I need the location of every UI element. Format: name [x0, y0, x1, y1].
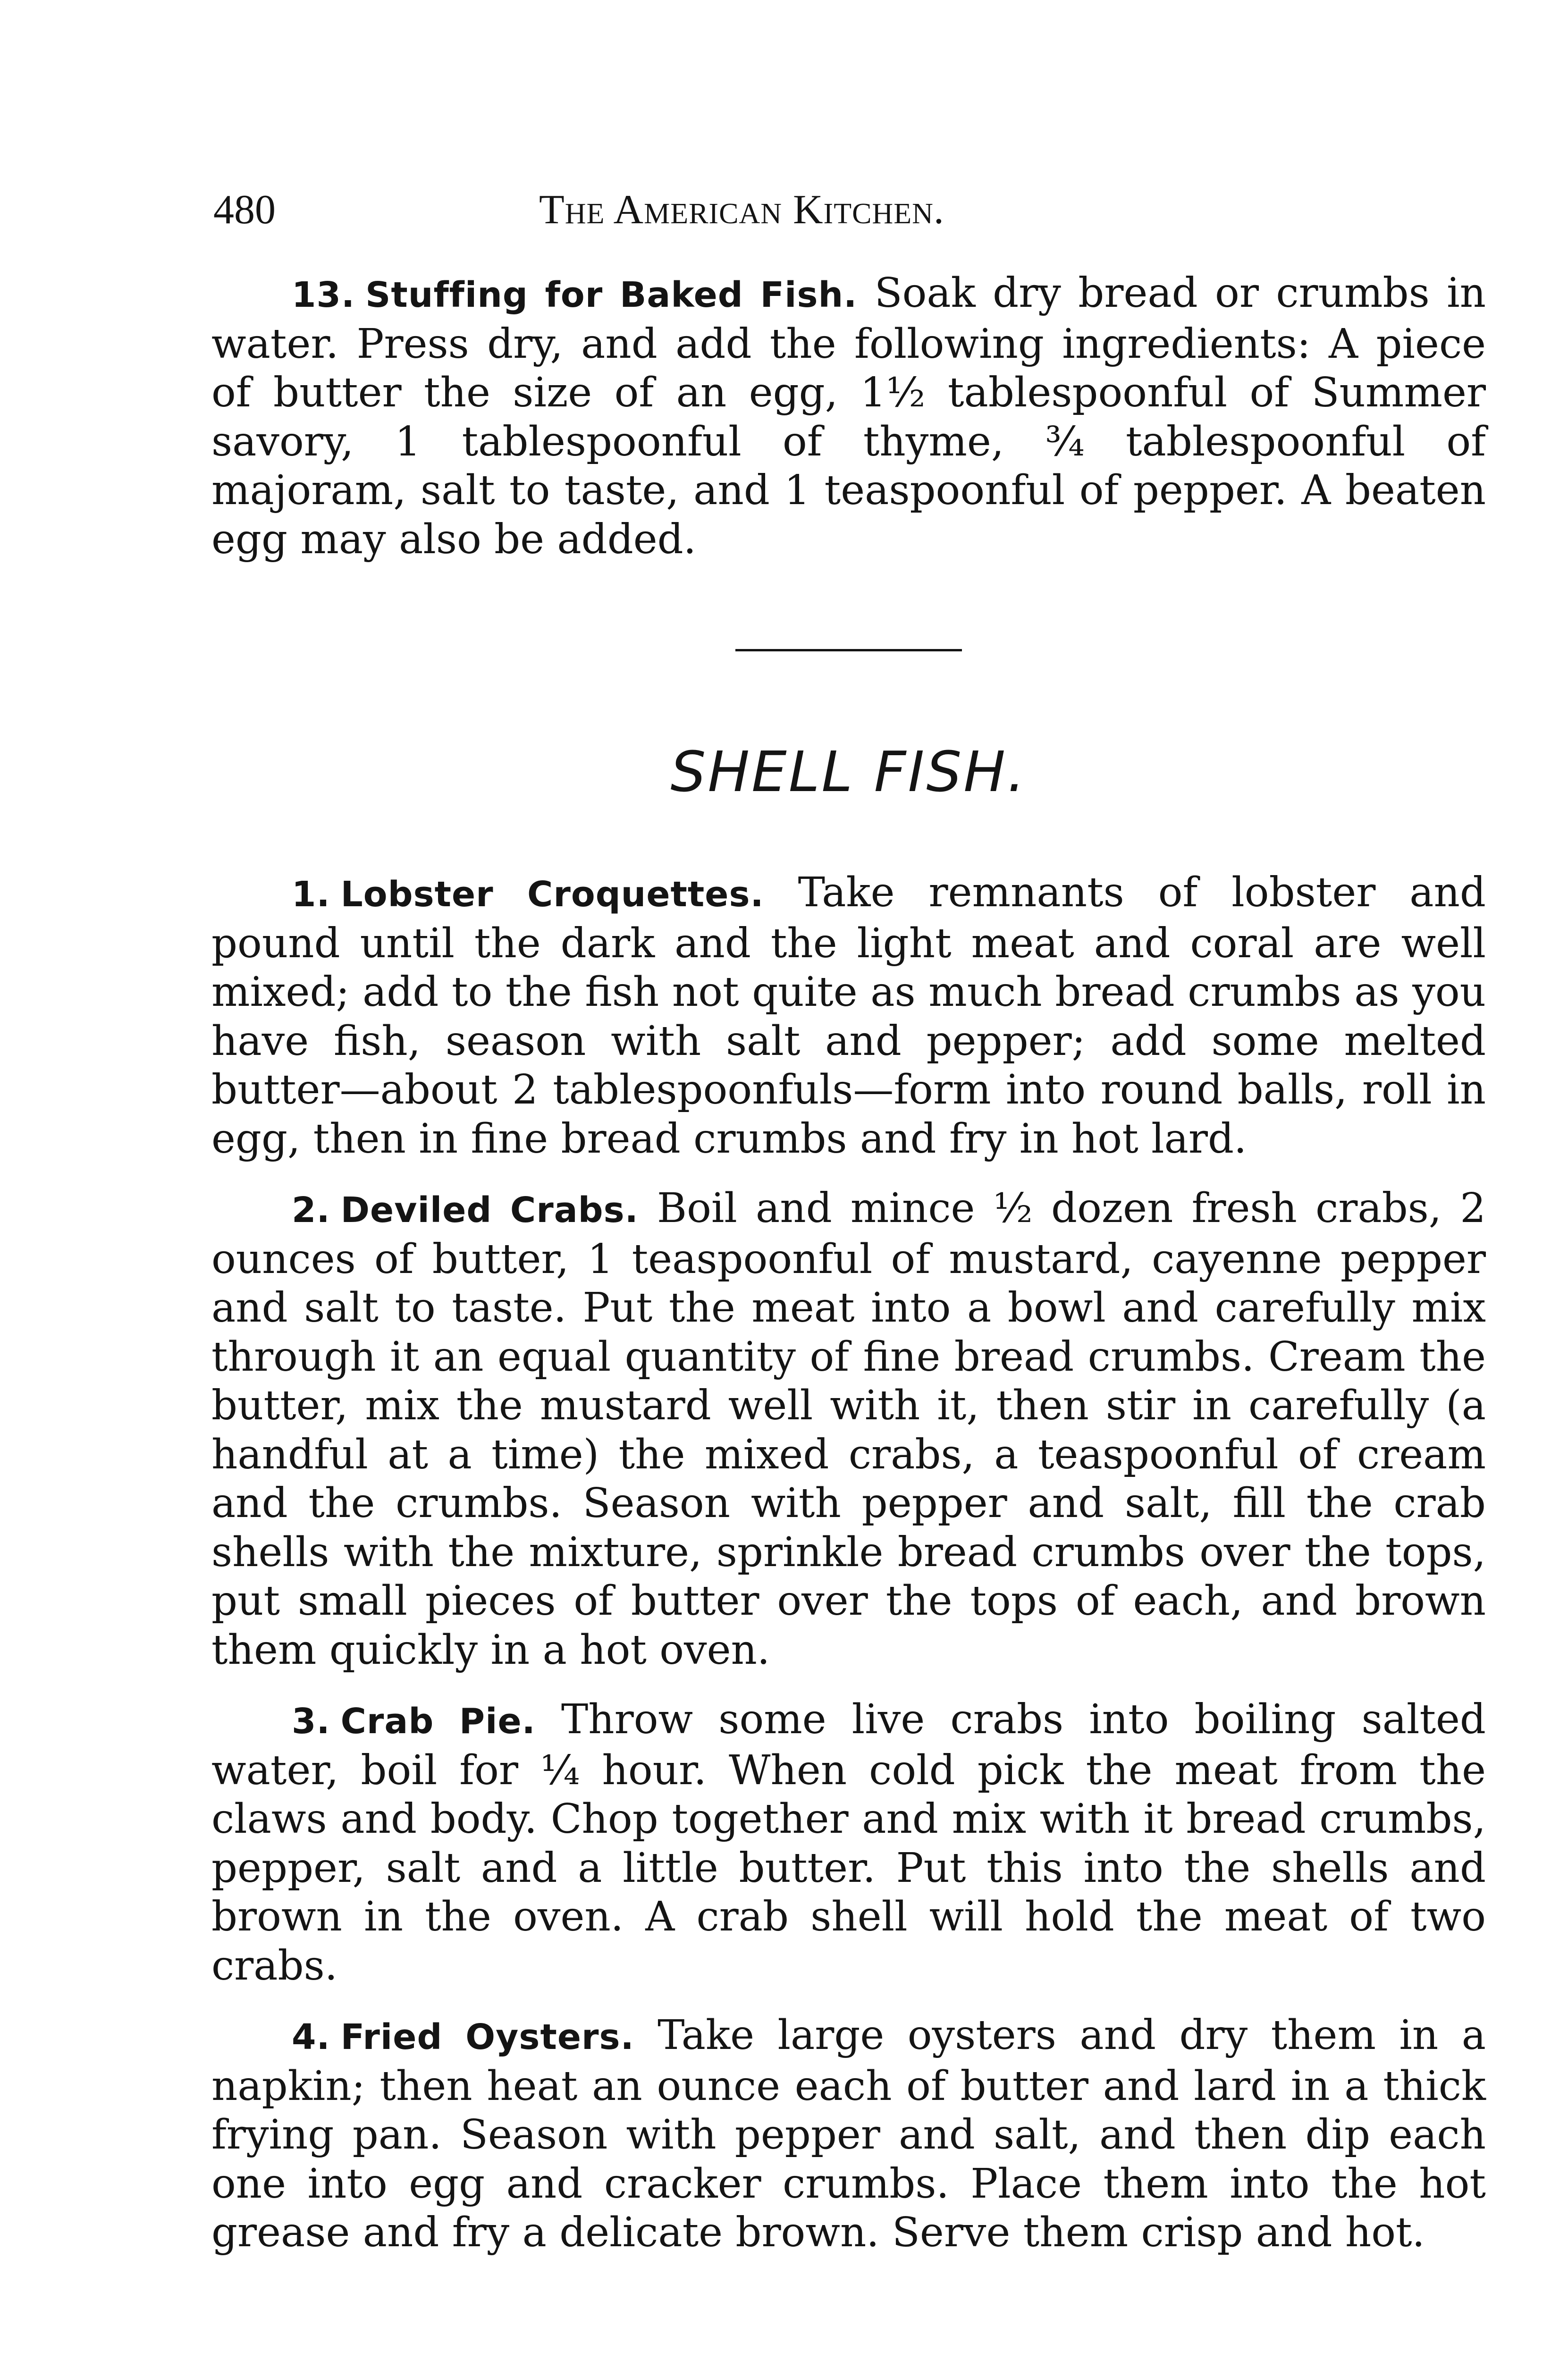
section-heading: SHELL FISH. [670, 739, 1027, 804]
recipe-text: Take remnants of lobster and pound until the dark and the light meat and coral are well mixed; add to the fish not quite as much bread crumbs as you have fish, season with salt and pepper; add some melted butter—about 2 tablespoonfuls—form into round balls, roll in egg, then in fine bread crumbs and fry in hot lard. [211, 869, 1486, 1163]
recipe-title: Fried Oysters. [340, 2017, 634, 2057]
recipe-title: Lobster Croquettes. [340, 874, 764, 915]
recipe-title: Stuffing for Baked Fish. [365, 275, 858, 315]
recipe-number: 3. [292, 1701, 330, 1742]
recipe-number: 13. [292, 275, 355, 315]
recipe-heading [292, 1701, 536, 1742]
recipe-text: Take large oysters and dry them in a napkin; then heat an ounce each of butter and lard in a thick frying pan. Season with pepper and salt, and then dip each one into egg and cracker crumbs. Place them into the hot grease and fry a delicate brown. Serve them crisp and hot. [211, 2012, 1486, 2256]
running-head [213, 182, 1488, 238]
recipe-crab-pie [211, 1695, 1486, 1990]
recipe-deviled-crabs [211, 1184, 1486, 1675]
recipe-number: 1. [292, 874, 330, 915]
recipe-heading [292, 874, 764, 915]
recipe-lobster-croquettes [211, 868, 1486, 1163]
recipe-title: Deviled Crabs. [340, 1190, 639, 1231]
recipe-fried-oysters [211, 2011, 1486, 2258]
recipe-title: Crab Pie. [340, 1701, 536, 1742]
recipe-text: Soak dry bread or crumbs in water. Press dry, and add the following ingredients: A piece of butter the size of an egg, 1½ tablespoonful of Summer savory, 1 tablespoonful of thyme, ¾ tablespoonful of majoram, salt to taste, and 1 teaspoonful of pepper. A beaten egg may also be added. [211, 270, 1486, 563]
recipe-heading [292, 275, 857, 315]
recipe-number: 4. [292, 2017, 330, 2057]
page-number: 480 [213, 187, 276, 233]
recipe-stuffing-for-baked-fish [211, 269, 1486, 564]
recipe-heading [292, 1190, 639, 1231]
text-column [211, 269, 1486, 2258]
section-divider [735, 649, 962, 651]
running-title: The American Kitchen. [539, 187, 944, 233]
recipe-text: Boil and mince ½ dozen fresh crabs, 2 ounces of butter, 1 teaspoonful of mustard, cayenne pepper and salt to taste. Put the meat into a bowl and carefully mix through it an equal quantity of fine bread crumbs. Cream the butter, mix the mustard well with it, then stir in carefully (a handful at a time) the mixed crabs, a teaspoonful of cream and the crumbs. Season with pepper and salt, fill the crab shells with the mixture, sprinkle bread crumbs over the tops, put small pieces of butter over the tops of each, and brown them quickly in a hot oven. [211, 1185, 1486, 1674]
recipe-text: Throw some live crabs into boiling salted water, boil for ¼ hour. When cold pick the meat from the claws and body. Chop together and mix with it bread crumbs, pepper, salt and a little butter. Put this into the shells and brown in the oven. A crab shell will hold the meat of two crabs. [211, 1696, 1486, 1989]
recipe-heading [292, 2017, 634, 2057]
recipe-number: 2. [292, 1190, 330, 1231]
